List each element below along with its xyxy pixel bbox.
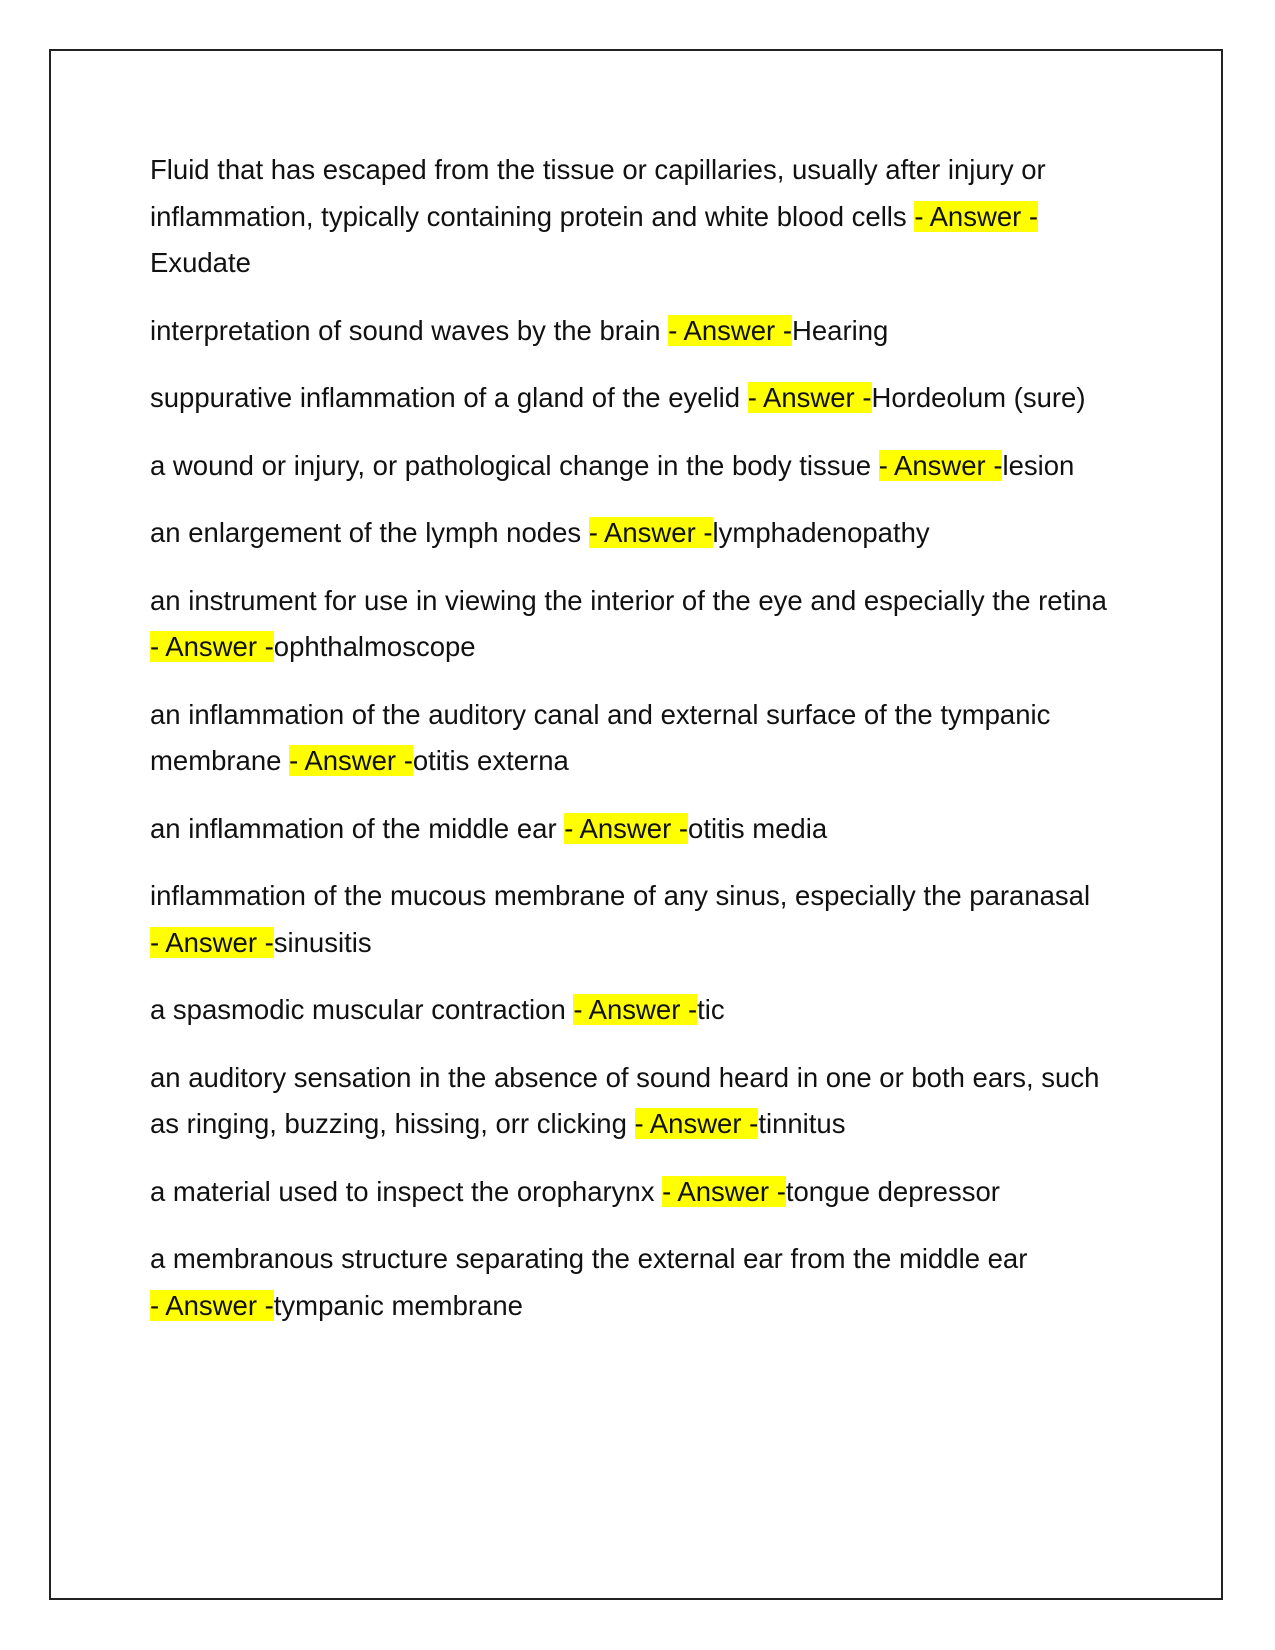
- answer-separator: - Answer -: [564, 812, 689, 844]
- answer-text: Hordeolum (sure): [871, 382, 1086, 413]
- answer-text: otitis externa: [412, 745, 569, 776]
- answer-text: tic: [697, 994, 725, 1025]
- answer-separator: - Answer -: [747, 382, 872, 413]
- question-text: inflammation of the mucous membrane of any sinus, especially the paranasal: [150, 880, 1091, 911]
- qa-entry: [150, 443, 1115, 490]
- qa-entry: [150, 806, 1115, 853]
- question-text: a material used to inspect the oropharynx: [150, 1175, 663, 1207]
- question-text: a spasmodic muscular contraction: [150, 994, 574, 1025]
- answer-text: otitis media: [688, 812, 828, 844]
- answer-text: sinusitis: [273, 926, 372, 958]
- qa-entry: [150, 1169, 1115, 1216]
- question-text: a membranous structure separating the external ear from the middle ear: [150, 1243, 1028, 1274]
- question-text: suppurative inflammation of a gland of the eyelid: [150, 382, 748, 413]
- question-text: an inflammation of the middle ear: [150, 812, 565, 844]
- answer-text: ophthalmoscope: [273, 631, 476, 662]
- question-text: an instrument for use in viewing the interior of the eye and especially the retina: [150, 584, 1107, 616]
- question-text: Fluid that has escaped from the tissue or capillaries, usually after injury or inflammation, typically containing protein and white blood cells: [150, 154, 1046, 232]
- question-text: an enlargement of the lymph nodes: [150, 517, 589, 548]
- qa-entry: [150, 147, 1115, 287]
- question-text: a wound or injury, or pathological change in the body tissue: [150, 449, 879, 481]
- qa-entry: [150, 873, 1115, 966]
- answer-text: lesion: [1002, 449, 1075, 481]
- answer-text: tinnitus: [758, 1108, 846, 1139]
- answer-separator: - Answer -: [668, 314, 793, 346]
- answer-separator: - Answer -: [150, 631, 274, 662]
- qa-entry: [150, 375, 1115, 422]
- qa-entry: [150, 1055, 1115, 1148]
- qa-entry: [150, 578, 1115, 671]
- answer-text: lymphadenopathy: [712, 517, 930, 548]
- answer-text: tympanic membrane: [273, 1289, 523, 1321]
- qa-entry: [150, 510, 1115, 557]
- answer-separator: - Answer -: [150, 1289, 274, 1321]
- answer-separator: - Answer -: [150, 926, 274, 958]
- question-text: an inflammation of the auditory canal and external surface of the tympanic membrane: [150, 698, 1051, 776]
- question-text: interpretation of sound waves by the brain: [150, 314, 669, 346]
- answer-text: Exudate: [150, 247, 251, 278]
- question-text: an auditory sensation in the absence of sound heard in one or both ears, such as ringing, buzzing, hissing, orr clicking: [150, 1061, 1100, 1139]
- qa-list: [150, 147, 1115, 1350]
- qa-entry: [150, 987, 1115, 1034]
- answer-separator: - Answer -: [634, 1108, 759, 1139]
- answer-separator: - Answer -: [662, 1175, 786, 1207]
- qa-entry: [150, 1236, 1115, 1329]
- answer-separator: - Answer -: [289, 745, 413, 776]
- answer-text: Hearing: [792, 314, 889, 346]
- answer-separator: - Answer -: [878, 449, 1003, 481]
- answer-text: tongue depressor: [785, 1175, 1000, 1207]
- qa-entry: [150, 308, 1115, 355]
- answer-separator: - Answer -: [588, 517, 713, 548]
- answer-separator: - Answer -: [573, 994, 698, 1025]
- answer-separator: - Answer -: [914, 200, 1039, 232]
- qa-entry: [150, 692, 1115, 785]
